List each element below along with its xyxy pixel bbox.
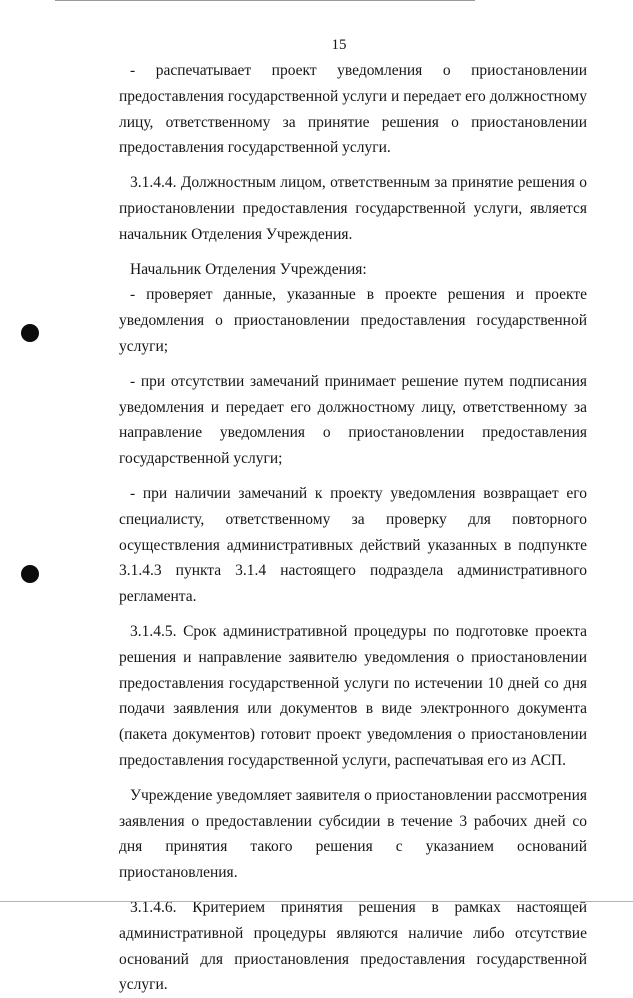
- binder-hole: [21, 324, 39, 342]
- document-body: [119, 58, 587, 998]
- paragraph-with-remarks: - при наличии замечаний к проекту уведомления возвращает его специалисту, ответственному за проверку для повторного осуществления административных действий указанных в подпункте 3.1.4.3 пункта 3.1.4 настоящего подраздела административного регламента.: [119, 484, 587, 606]
- page-number: 15: [331, 37, 347, 53]
- paragraph-print-notice: - распечатывает проект уведомления о приостановлении предоставления государственной услуги и передает его должностному лицу, ответственному за принятие решения о приостановлении предоставления государственной услуги.: [119, 62, 587, 157]
- paragraph-3-1-4-4: 3.1.4.4. Должностным лицом, ответственным за принятие решения о приостановлении предоставления государственной услуги, является начальник Отделения Учреждения.: [119, 174, 587, 243]
- paragraph-3-1-4-5: 3.1.4.5. Срок административной процедуры по подготовке проекта решения и направление заявителю уведомления о приостановлении предоставления государственной услуги по истечении 10 дней со дня подачи заявления или документов в виде электронного документа (пакета документов) готовит проект уведомления о приостановлении предоставления государственной услуги, распечатывая его из АСП.: [119, 622, 587, 769]
- scan-top-edge: [55, 0, 475, 1]
- paragraph-no-remarks: - при отсутствии замечаний принимает решение путем подписания уведомления и передает его должностному лицу, ответственному за направление уведомления о приостановлении предоставления государственной услуги;: [119, 372, 587, 468]
- paragraph-department-head: Начальник Отделения Учреждения:: [130, 260, 367, 278]
- paragraph-3-1-4-6: 3.1.4.6. Критерием принятия решения в рамках настоящей административной процедуры являются наличие либо отсутствие оснований для приостановления предоставления государственной услуги.: [119, 898, 587, 994]
- scan-bottom-edge: [0, 901, 633, 902]
- binder-hole: [21, 565, 39, 583]
- paragraph-checks-data: - проверяет данные, указанные в проекте решения и проекте уведомления о приостановлении предоставления государственной услуги;: [119, 286, 587, 355]
- paragraph-institution-notifies: Учреждение уведомляет заявителя о приостановлении рассмотрения заявления о предоставлении субсидии в течение 3 рабочих дней со дня принятия такого решения с указанием оснований приостановления.: [119, 786, 587, 882]
